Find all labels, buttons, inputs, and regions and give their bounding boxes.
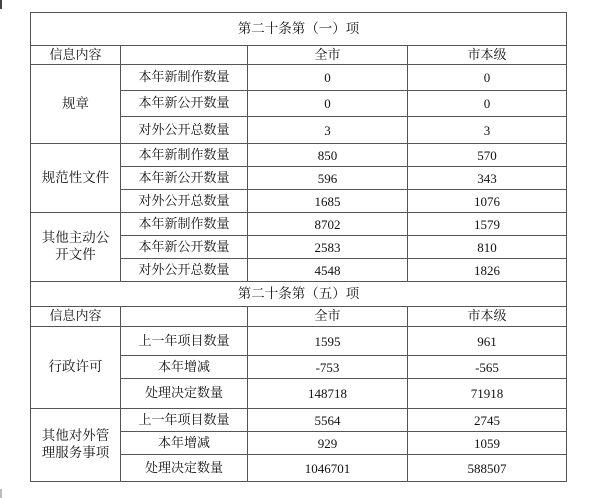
cell-city: 0 bbox=[248, 65, 408, 91]
cell-municipal: 1826 bbox=[408, 259, 567, 282]
row-label: 本年新制作数量 bbox=[121, 213, 248, 236]
row-label: 本年新公开数量 bbox=[121, 167, 248, 190]
section2-title: 第二十条第（五）项 bbox=[31, 282, 567, 307]
header-city: 全市 bbox=[248, 307, 408, 327]
table-row bbox=[31, 409, 567, 432]
row-label: 处理决定数量 bbox=[121, 455, 248, 482]
header-municipal: 市本级 bbox=[408, 307, 567, 327]
table-row bbox=[31, 65, 567, 91]
row-label: 上一年项目数量 bbox=[121, 327, 248, 356]
header-blank bbox=[121, 46, 248, 65]
cell-city: 850 bbox=[248, 144, 408, 167]
cell-city: 0 bbox=[248, 91, 408, 117]
header-info-content: 信息内容 bbox=[31, 307, 121, 327]
cell-city: 2583 bbox=[248, 236, 408, 259]
row-label: 本年新公开数量 bbox=[121, 91, 248, 117]
header-blank bbox=[121, 307, 248, 327]
row-label: 上一年项目数量 bbox=[121, 409, 248, 432]
cell-municipal: 570 bbox=[408, 144, 567, 167]
category-other-services bbox=[31, 409, 121, 482]
row-label: 对外公开总数量 bbox=[121, 190, 248, 213]
cell-city: 4548 bbox=[248, 259, 408, 282]
category-admin-permit: 行政许可 bbox=[31, 327, 121, 409]
cell-municipal: 1059 bbox=[408, 432, 567, 455]
table-row bbox=[31, 213, 567, 236]
cell-city: 929 bbox=[248, 432, 408, 455]
cell-city: 148718 bbox=[248, 379, 408, 409]
cell-municipal: 588507 bbox=[408, 455, 567, 482]
cell-municipal: 343 bbox=[408, 167, 567, 190]
category-other-proactive bbox=[31, 213, 121, 282]
row-label: 对外公开总数量 bbox=[121, 259, 248, 282]
row-label: 处理决定数量 bbox=[121, 379, 248, 409]
row-label: 本年增减 bbox=[121, 356, 248, 379]
disclosure-table-frame bbox=[30, 12, 566, 482]
cell-municipal: 0 bbox=[408, 91, 567, 117]
cell-city: 3 bbox=[248, 117, 408, 144]
cell-municipal: 1579 bbox=[408, 213, 567, 236]
row-label: 本年新制作数量 bbox=[121, 144, 248, 167]
category-line: 理服务事项 bbox=[41, 445, 110, 461]
cell-municipal: 1076 bbox=[408, 190, 567, 213]
section2-header-row bbox=[31, 307, 567, 327]
table-row bbox=[31, 144, 567, 167]
cell-municipal: 0 bbox=[408, 65, 567, 91]
row-label: 对外公开总数量 bbox=[121, 117, 248, 144]
header-info-content: 信息内容 bbox=[31, 46, 121, 65]
section1-title-row bbox=[31, 13, 567, 46]
cell-city: 1685 bbox=[248, 190, 408, 213]
cell-municipal: 2745 bbox=[408, 409, 567, 432]
cell-city: 5564 bbox=[248, 409, 408, 432]
corner-mark bbox=[0, 0, 2, 9]
section2-title-row bbox=[31, 282, 567, 307]
category-line: 其他主动公 bbox=[41, 230, 110, 246]
cell-municipal: 961 bbox=[408, 327, 567, 356]
section1-title: 第二十条第（一）项 bbox=[31, 13, 567, 46]
cell-municipal: 71918 bbox=[408, 379, 567, 409]
cell-municipal: 3 bbox=[408, 117, 567, 144]
row-label: 本年增减 bbox=[121, 432, 248, 455]
category-line: 其他对外管 bbox=[41, 428, 110, 444]
category-line: 开文件 bbox=[55, 247, 96, 263]
cell-city: 8702 bbox=[248, 213, 408, 236]
category-normative-docs: 规范性文件 bbox=[31, 144, 121, 213]
cell-municipal: 810 bbox=[408, 236, 567, 259]
header-municipal: 市本级 bbox=[408, 46, 567, 65]
cell-municipal: -565 bbox=[408, 356, 567, 379]
header-city: 全市 bbox=[248, 46, 408, 65]
corner-mark-bottom bbox=[0, 489, 2, 498]
cell-city: 1046701 bbox=[248, 455, 408, 482]
cell-city: 596 bbox=[248, 167, 408, 190]
row-label: 本年新公开数量 bbox=[121, 236, 248, 259]
category-rules: 规章 bbox=[31, 65, 121, 144]
cell-city: 1595 bbox=[248, 327, 408, 356]
cell-city: -753 bbox=[248, 356, 408, 379]
table-row bbox=[31, 327, 567, 356]
row-label: 本年新制作数量 bbox=[121, 65, 248, 91]
section1-header-row bbox=[31, 46, 567, 65]
disclosure-table bbox=[30, 12, 567, 482]
